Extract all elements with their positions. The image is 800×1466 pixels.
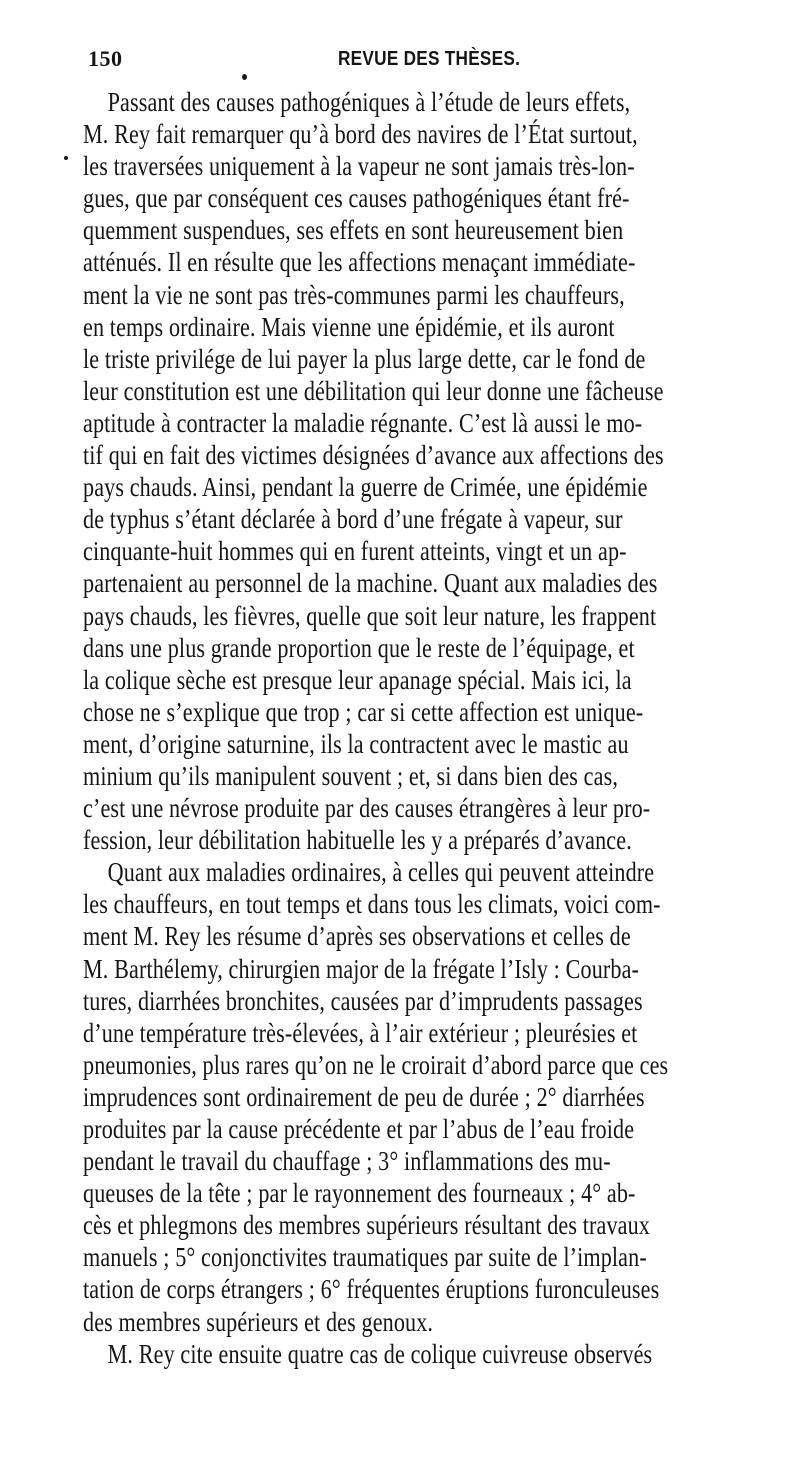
text-line: cès et phlegmons des membres supérieurs résultant des travaux (83, 1210, 651, 1241)
text-line: pendant le travail du chauffage ; 3° inflammations des mu- (83, 1146, 611, 1177)
text-line: quemment suspendues, ses effets en sont heureusement bien (83, 215, 624, 246)
text-line: atténués. Il en résulte que les affections menaçant immédiate- (83, 247, 636, 278)
text-line: minium qu’ils manipulent souvent ; et, si dans bien des cas, (83, 760, 618, 791)
page-number: 150 (88, 46, 123, 71)
text-line: Passant des causes pathogéniques à l’étude de leurs effets, (107, 87, 631, 117)
ink-speck (242, 74, 247, 80)
text-line: pays chauds. Ainsi, pendant la guerre de Crimée, une épidémie (83, 472, 648, 503)
text-line: ment la vie ne sont pas très-communes parmi les chauffeurs, (83, 279, 625, 310)
text-line: pays chauds, les fièvres, quelle que soit leur nature, les frappent (83, 600, 657, 631)
text-line: d’une température très-élevées, à l’air extérieur ; pleurésies et (83, 1017, 638, 1048)
running-head: REVUE DES THÈSES. (338, 48, 521, 70)
text-line: c’est une névrose produite par des causes étrangères à leur pro- (83, 793, 651, 824)
text-line: M. Barthélemy, chirurgien major de la frégate l’Isly : Courba- (83, 953, 640, 984)
text-line: M. Rey fait remarquer qu’à bord des navires de l’État surtout, (83, 119, 638, 150)
text-line: ment M. Rey les résume d’après ses observations et celles de (83, 921, 631, 952)
text-line: les traversées uniquement à la vapeur ne sont jamais très-lon- (83, 151, 635, 182)
text-line: dans une plus grande proportion que le reste de l’équipage, et (83, 632, 635, 663)
text-line: M. Rey cite ensuite quatre cas de colique cuivreuse observés (107, 1338, 653, 1369)
text-line: gues, que par conséquent ces causes pathogéniques étant fré- (83, 183, 630, 214)
text-line: la colique sèche est presque leur apanage spécial. Mais ici, la (83, 664, 632, 695)
text-line: produites par la cause précédente et par l’abus de l’eau froide (83, 1114, 635, 1144)
text-line: de typhus s’étant déclarée à bord d’une frégate à vapeur, sur (83, 504, 623, 535)
text-line: fession, leur débilitation habituelle les y a préparés d’avance. (83, 825, 632, 856)
text-line: en temps ordinaire. Mais vienne une épidémie, et ils auront (83, 311, 615, 342)
text-line: manuels ; 5° conjonctivites traumatiques par suite de l’implan- (83, 1242, 647, 1273)
text-line: tif qui en fait des victimes désignées d’avance aux affections des (83, 440, 664, 471)
text-line: Quant aux maladies ordinaires, à celles qui peuvent atteindre (107, 857, 655, 888)
ink-speck (64, 156, 68, 160)
text-line: leur constitution est une débilitation qui leur donne une fâcheuse (83, 375, 664, 406)
text-line: partenaient au personnel de la machine. Quant aux maladies des (83, 568, 658, 599)
text-line: imprudences sont ordinairement de peu de durée ; 2° diarrhées (83, 1081, 645, 1112)
text-line: pneumonies, plus rares qu’on ne le croirait d’abord parce que ces (83, 1049, 669, 1080)
text-line: le triste privilége de lui payer la plus large dette, car le fond de (83, 343, 646, 374)
text-line: chose ne s’explique que trop ; car si cette affection est unique- (83, 696, 644, 727)
text-line: ment, d’origine saturnine, ils la contractent avec le mastic au (83, 728, 629, 759)
page-header (88, 46, 788, 76)
text-line: des membres supérieurs et des genoux. (83, 1306, 434, 1337)
text-line: cinquante-huit hommes qui en furent atteints, vingt et un ap- (83, 536, 627, 567)
text-line: queuses de la tête ; par le rayonnement des fourneaux ; 4° ab- (83, 1178, 636, 1209)
text-line: tures, diarrhées bronchites, causées par d’imprudents passages (83, 985, 643, 1016)
text-line: les chauffeurs, en tout temps et dans tous les climats, voici com- (83, 889, 661, 920)
text-line: aptitude à contracter la maladie régnante. C’est là aussi le mo- (83, 407, 643, 438)
body-text (83, 86, 783, 1370)
text-line: tation de corps étrangers ; 6° fréquentes éruptions furonculeuses (83, 1274, 660, 1305)
